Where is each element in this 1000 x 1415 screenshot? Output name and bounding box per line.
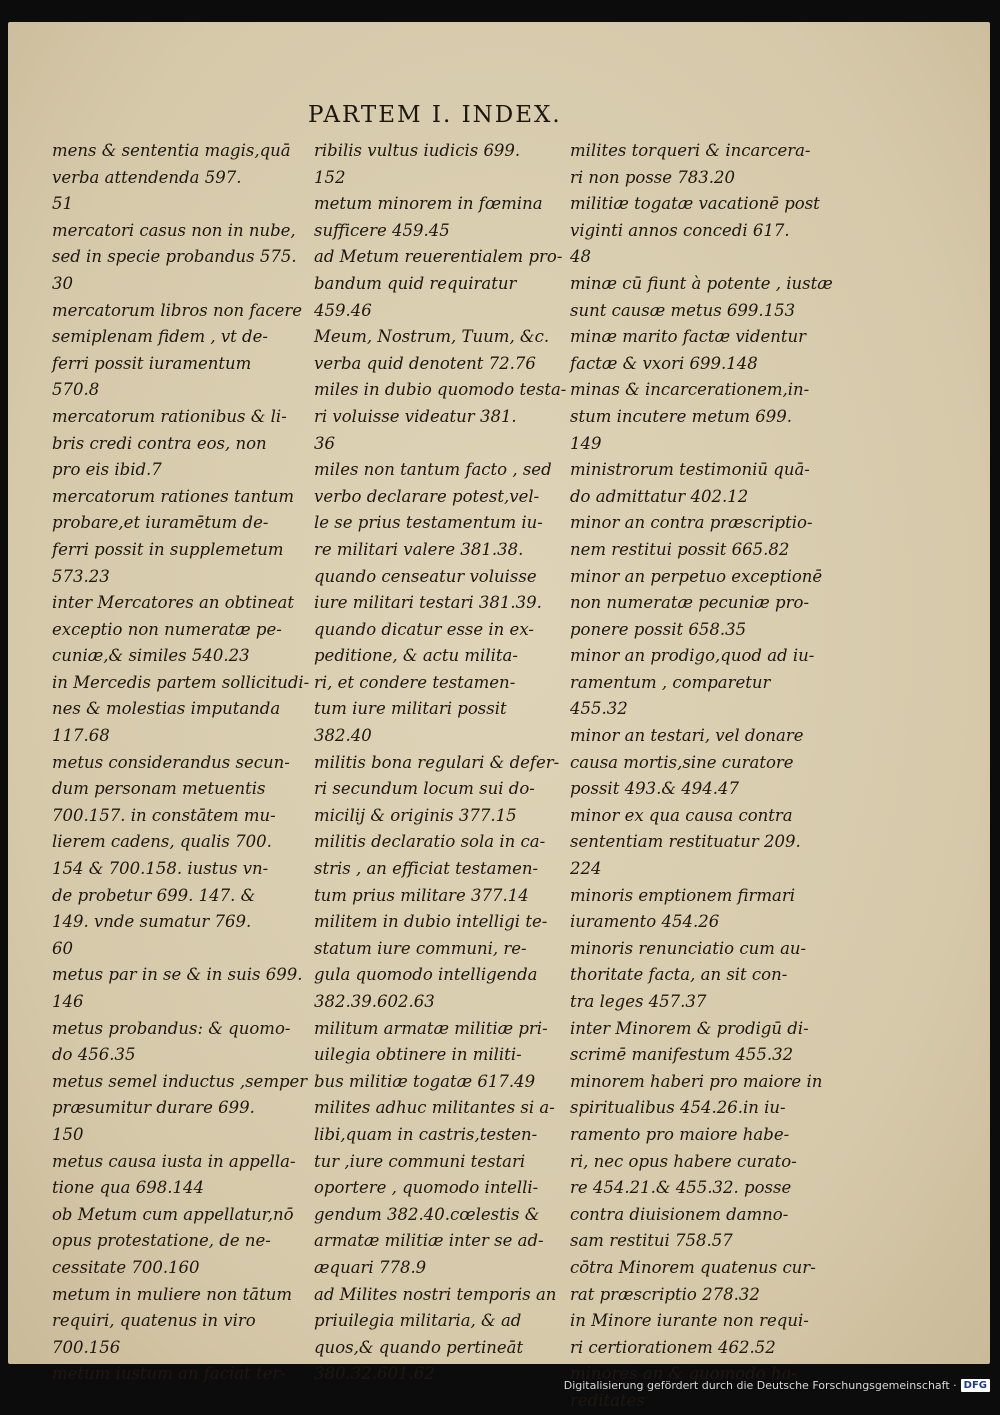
- index-line: ramentum , comparetur: [570, 672, 771, 692]
- dfg-logo: DFG: [961, 1379, 990, 1392]
- index-line: minor an testari, vel donare: [570, 726, 804, 746]
- index-line: inter Minorem & prodigū di-: [570, 1018, 809, 1038]
- index-line: mercatori casus non in nube,: [52, 220, 296, 240]
- index-line: præsumitur durare 699.: [52, 1098, 255, 1118]
- index-line: peditione, & actu milita-: [314, 646, 518, 666]
- index-line: minoris renunciatio cum au-: [570, 938, 807, 958]
- index-line: priuilegia militaria, & ad: [314, 1311, 522, 1331]
- index-line: iure militari testari 381.39.: [314, 593, 542, 613]
- index-line: sed in specie probandus 575.: [52, 247, 297, 267]
- index-line: de probetur 699. 147. &: [52, 885, 256, 905]
- index-line: 382.40: [314, 726, 372, 746]
- index-line: in Minore iurante non requi-: [570, 1311, 809, 1331]
- index-line: militis bona regulari & defer-: [314, 752, 560, 772]
- footer-credit-text: Digitalisierung gefördert durch die Deutsche Forschungsgemeinschaft ·: [563, 1378, 957, 1392]
- index-line: 36: [314, 433, 335, 453]
- index-line: do admittatur 402.12: [570, 486, 749, 506]
- index-line: spiritualibus 454.26.in iu-: [570, 1098, 786, 1118]
- index-line: cōtra Minorem quatenus cur-: [570, 1257, 816, 1277]
- index-line: tur ,iure communi testari: [314, 1151, 526, 1171]
- index-line: metus par in se & in suis 699.: [52, 965, 303, 985]
- index-line: nem restitui possit 665.82: [570, 539, 790, 559]
- index-line: reditates: [570, 1390, 645, 1410]
- index-line: Meum, Nostrum, Tuum, &c.: [314, 327, 550, 347]
- index-line: contra diuisionem damno-: [570, 1204, 789, 1224]
- index-line: sententiam restituatur 209.: [570, 832, 801, 852]
- index-line: 570.8: [52, 380, 100, 400]
- index-line: 149: [570, 433, 602, 453]
- index-line: non numeratæ pecuniæ pro-: [570, 593, 810, 613]
- index-line: tione qua 698.144: [52, 1178, 204, 1198]
- index-line: rat præscriptio 278.32: [570, 1284, 760, 1304]
- index-line: gendum 382.40.cœlestis &: [314, 1204, 540, 1224]
- index-line: ad Metum reuerentialem pro-: [314, 247, 563, 267]
- index-line: semiplenam fidem , vt de-: [52, 327, 268, 347]
- index-line: metus considerandus secun-: [52, 752, 290, 772]
- index-line: probare,et iuramētum de-: [52, 513, 269, 533]
- index-line: lierem cadens, qualis 700.: [52, 832, 272, 852]
- index-line: iuramento 454.26: [570, 912, 720, 932]
- index-line: 455.32: [570, 699, 628, 719]
- index-line: uilegia obtinere in militi-: [314, 1045, 522, 1065]
- index-line: 700.157. in constātem mu-: [52, 805, 276, 825]
- index-column-1: [52, 138, 310, 1388]
- index-line: cuniæ,& similes 540.23: [52, 646, 250, 666]
- index-line: 573.23: [52, 566, 110, 586]
- index-line: mercatorum libros non facere: [52, 300, 303, 320]
- index-line: 224: [570, 859, 602, 879]
- index-line: 30: [52, 273, 73, 293]
- index-line: bris credi contra eos, non: [52, 433, 267, 453]
- index-line: mercatorum rationes tantum: [52, 486, 295, 506]
- index-line: 152: [314, 167, 346, 187]
- index-line: stum incutere metum 699.: [570, 406, 792, 426]
- index-line: sufficere 459.45: [314, 220, 450, 240]
- index-line: 380.32.601.62: [314, 1364, 435, 1384]
- index-line: in Mercedis partem sollicitudi-: [52, 672, 310, 692]
- index-line: minoris emptionem firmari: [570, 885, 795, 905]
- index-line: ad Milites nostri temporis an: [314, 1284, 557, 1304]
- index-line: 117.68: [52, 726, 110, 746]
- index-line: 382.39.602.63: [314, 992, 435, 1011]
- index-line: ri voluisse videatur 381.: [314, 406, 517, 426]
- digitization-footer: [564, 1375, 990, 1395]
- index-line: requiri, quatenus in viro: [52, 1311, 256, 1331]
- index-line: ri secundum locum sui do-: [314, 779, 535, 799]
- index-line: micilij & originis 377.15: [314, 805, 517, 825]
- index-line: mens & sententia magis,quā: [52, 141, 291, 160]
- index-line: militum armatæ militiæ pri-: [314, 1018, 548, 1038]
- index-line: minores an & quomodo ha-: [570, 1364, 797, 1384]
- index-line: 60: [52, 938, 73, 958]
- index-line: miles non tantum facto , sed: [314, 460, 552, 480]
- index-line: verba attendenda 597.: [52, 167, 242, 187]
- index-column-3: [570, 138, 833, 1415]
- index-line: opus protestatione, de ne-: [52, 1231, 271, 1251]
- index-line: ferri possit iuramentum: [52, 353, 252, 373]
- index-line: minæ marito factæ videntur: [570, 327, 807, 347]
- index-line: possit 493.& 494.47: [570, 779, 739, 799]
- index-line: minor an contra præscriptio-: [570, 513, 813, 533]
- index-line: quando dicatur esse in ex-: [314, 619, 534, 639]
- index-line: minor an perpetuo exceptionē: [570, 566, 823, 586]
- index-line: armatæ militiæ inter se ad-: [314, 1231, 544, 1251]
- index-line: 51: [52, 194, 73, 214]
- index-line: ob Metum cum appellatur,nō: [52, 1204, 294, 1224]
- index-line: statum iure communi, re-: [314, 938, 527, 958]
- index-line: verba quid denotent 72.76: [314, 353, 536, 373]
- index-line: 700.156: [52, 1337, 121, 1357]
- index-line: milites adhuc militantes si a-: [314, 1098, 555, 1118]
- index-line: nes & molestias imputanda: [52, 699, 281, 719]
- index-line: scrimē manifestum 455.32: [570, 1045, 794, 1065]
- index-line: bandum quid requiratur: [314, 273, 517, 293]
- index-line: ri, nec opus habere curato-: [570, 1151, 797, 1171]
- index-line: 48: [570, 247, 591, 267]
- index-line: libi,quam in castris,testen-: [314, 1124, 538, 1144]
- index-line: 149. vnde sumatur 769.: [52, 912, 252, 932]
- index-line: 154 & 700.158. iustus vn-: [52, 859, 269, 879]
- index-line: sunt causæ metus 699.153: [570, 300, 796, 320]
- index-line: viginti annos concedi 617.: [570, 220, 790, 240]
- index-line: minas & incarcerationem,in-: [570, 380, 810, 400]
- index-line: le se prius testamentum iu-: [314, 513, 543, 533]
- index-line: minæ cū fiunt à potente , iustæ: [570, 273, 833, 293]
- index-line: do 456.35: [52, 1045, 136, 1065]
- index-line: factæ & vxori 699.148: [570, 353, 758, 373]
- index-line: bus militiæ togatæ 617.49: [314, 1071, 536, 1091]
- index-line: ri non posse 783.20: [570, 167, 736, 187]
- index-line: dum personam metuentis: [52, 779, 266, 799]
- index-line: metus causa iusta in appella-: [52, 1151, 296, 1171]
- page-header: PARTEM I. INDEX.: [308, 102, 562, 128]
- index-line: minor an prodigo,quod ad iu-: [570, 646, 815, 666]
- index-line: ministrorum testimoniū quā-: [570, 460, 810, 480]
- index-column-2: [314, 138, 569, 1388]
- index-line: tum prius militare 377.14: [314, 885, 529, 905]
- index-line: gula quomodo intelligenda: [314, 965, 538, 985]
- index-line: cessitate 700.160: [52, 1257, 200, 1277]
- index-line: 459.46: [314, 300, 372, 320]
- index-line: minorem haberi pro maiore in: [570, 1071, 823, 1091]
- index-line: pro eis ibid.7: [52, 460, 162, 480]
- index-line: exceptio non numeratæ pe-: [52, 619, 282, 639]
- index-line: ponere possit 658.35: [570, 619, 747, 639]
- index-line: inter Mercatores an obtineat: [52, 593, 294, 613]
- index-line: verbo declarare potest,vel-: [314, 486, 540, 506]
- index-line: æquari 778.9: [314, 1257, 427, 1277]
- index-line: ramento pro maiore habe-: [570, 1124, 790, 1144]
- index-line: oportere , quomodo intelli-: [314, 1178, 539, 1198]
- index-line: sam restitui 758.57: [570, 1231, 733, 1251]
- index-line: tra leges 457.37: [570, 992, 707, 1011]
- index-line: metus probandus: & quomo-: [52, 1018, 291, 1038]
- index-line: 146: [52, 992, 84, 1011]
- index-line: 150: [52, 1124, 84, 1144]
- index-line: metum in muliere non tātum: [52, 1284, 292, 1304]
- index-line: quando censeatur voluisse: [314, 566, 537, 586]
- index-line: milites torqueri & incarcera-: [570, 141, 811, 160]
- index-line: metum minorem in fœmina: [314, 194, 543, 214]
- index-line: mercatorum rationibus & li-: [52, 406, 287, 426]
- index-line: militem in dubio intelligi te-: [314, 912, 548, 932]
- index-line: ribilis vultus iudicis 699.: [314, 141, 521, 160]
- index-line: re militari valere 381.38.: [314, 539, 524, 559]
- index-line: quos,& quando pertineāt: [314, 1337, 524, 1357]
- index-line: causa mortis,sine curatore: [570, 752, 794, 772]
- index-line: re 454.21.& 455.32. posse: [570, 1178, 792, 1198]
- index-line: miles in dubio quomodo testa-: [314, 380, 567, 400]
- index-line: ri, et condere testamen-: [314, 672, 516, 692]
- index-line: militiæ togatæ vacationē post: [570, 194, 820, 214]
- index-line: stris , an efficiat testamen-: [314, 859, 539, 879]
- index-line: tum iure militari possit: [314, 699, 507, 719]
- index-line: metum iustum an faciat ter-: [52, 1364, 286, 1384]
- index-line: minor ex qua causa contra: [570, 805, 793, 825]
- index-line: metus semel inductus ,semper: [52, 1071, 308, 1091]
- index-line: ri certiorationem 462.52: [570, 1337, 776, 1357]
- index-line: ferri possit in supplemetum: [52, 539, 284, 559]
- index-line: militis declaratio sola in ca-: [314, 832, 546, 852]
- index-line: thoritate facta, an sit con-: [570, 965, 788, 985]
